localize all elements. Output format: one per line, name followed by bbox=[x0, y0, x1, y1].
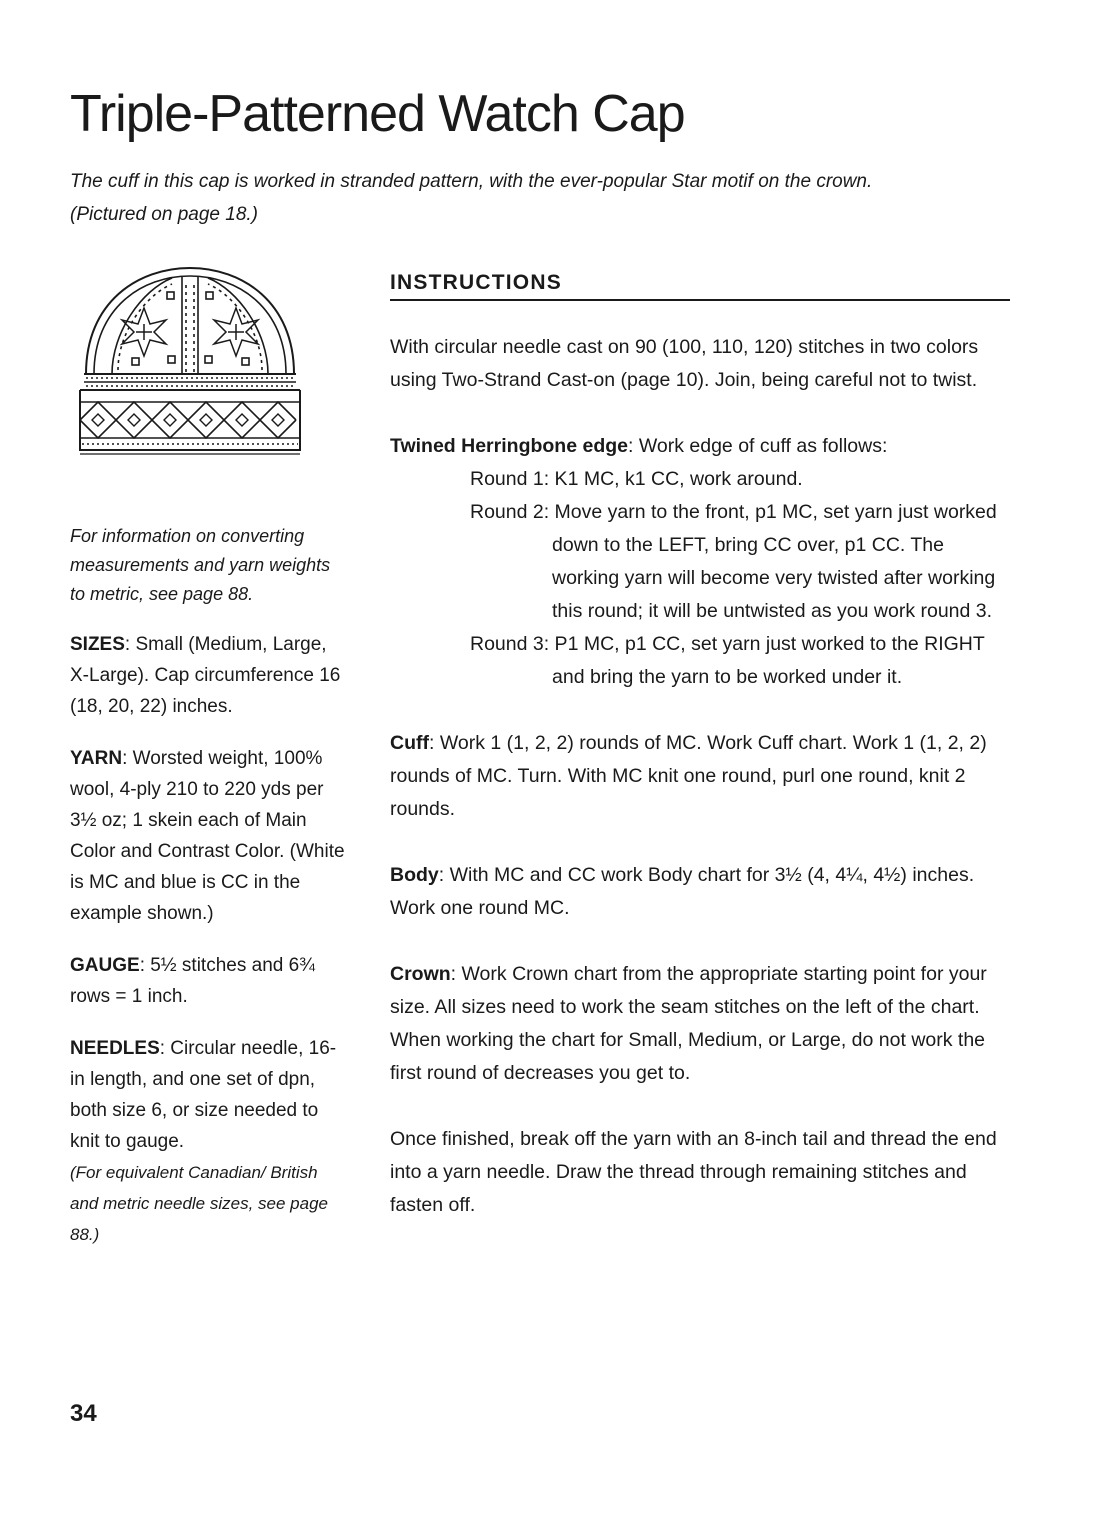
cuff-paragraph bbox=[390, 727, 1010, 826]
sizes-label: SIZES bbox=[70, 634, 125, 655]
watch-cap-illustration bbox=[72, 262, 308, 464]
herringbone-section bbox=[390, 430, 1010, 694]
sidebar bbox=[70, 522, 345, 1271]
crown-text: : Work Crown chart from the appropriate starting point for your size. All sizes need to work the seam stitches on the left of the chart. When working the chart for Small, Medium, or Large, do not work the first round of decreases you get to. bbox=[390, 963, 987, 1084]
finish-paragraph: Once finished, break off the yarn with an 8-inch tail and thread the end into a yarn needle. Draw the thread through remaining stitches and fasten off. bbox=[390, 1128, 997, 1216]
cuff-label: Cuff bbox=[390, 732, 429, 754]
gauge-text: : 5½ stitches and 6¾ rows = 1 inch. bbox=[70, 955, 316, 1007]
body-paragraph bbox=[390, 859, 1010, 925]
yarn-label: YARN bbox=[70, 748, 123, 769]
sizes-spec bbox=[70, 629, 345, 722]
page-number: 34 bbox=[70, 1400, 97, 1427]
instructions-heading: INSTRUCTIONS bbox=[390, 266, 1010, 301]
needles-label: NEEDLES bbox=[70, 1038, 160, 1059]
instructions bbox=[390, 266, 1010, 1255]
round-3: Round 3: P1 MC, p1 CC, set yarn just worked to the RIGHT and bring the yarn to be worked under it. bbox=[470, 633, 985, 688]
cast-on-paragraph: With circular needle cast on 90 (100, 110, 120) stitches in two colors using Two-Strand Cast-on (page 10). Join, being careful not to twist. bbox=[390, 336, 979, 391]
round-1: Round 1: K1 MC, k1 CC, work around. bbox=[470, 468, 803, 490]
herringbone-intro bbox=[390, 430, 1010, 463]
gauge-label: GAUGE bbox=[70, 955, 140, 976]
crown-label: Crown bbox=[390, 963, 451, 985]
needles-text: : Circular needle, 16-in length, and one set of dpn, both size 6, or size needed to knit to gauge. bbox=[70, 1038, 337, 1152]
sizes-text: : Small (Medium, Large, X-Large). Cap circumference 16 (18, 20, 22) inches. bbox=[70, 634, 341, 717]
needles-note: (For equivalent Canadian/ British and metric needle sizes, see page 88.) bbox=[70, 1163, 328, 1244]
herringbone-label: Twined Herringbone edge bbox=[390, 435, 628, 457]
subtitle bbox=[70, 165, 1030, 231]
cuff-text: : Work 1 (1, 2, 2) rounds of MC. Work Cuff chart. Work 1 (1, 2, 2) rounds of MC. Turn. With MC knit one round, purl one round, knit 2 rounds. bbox=[390, 732, 987, 820]
subtitle-line-1: The cuff in this cap is worked in stranded pattern, with the ever-popular Star motif on the crown. bbox=[70, 171, 873, 192]
metric-note: For information on converting measurements and yarn weights to metric, see page 88. bbox=[70, 526, 331, 604]
body-label: Body bbox=[390, 864, 439, 886]
page-title: Triple-Patterned Watch Cap bbox=[70, 85, 685, 143]
body-text: : With MC and CC work Body chart for 3½ (4, 4¼, 4½) inches. Work one round MC. bbox=[390, 864, 975, 919]
needles-spec bbox=[70, 1033, 345, 1250]
subtitle-line-2: (Pictured on page 18.) bbox=[70, 204, 259, 225]
gauge-spec bbox=[70, 950, 345, 1012]
yarn-text: : Worsted weight, 100% wool, 4-ply 210 to 220 yds per 3½ oz; 1 skein each of Main Color and Contrast Color. (White is MC and blue is CC in the example shown.) bbox=[70, 748, 345, 924]
yarn-spec bbox=[70, 743, 345, 929]
crown-paragraph bbox=[390, 958, 1010, 1090]
round-2: Round 2: Move yarn to the front, p1 MC, set yarn just worked down to the LEFT, bring CC over, p1 CC. The working yarn will become very twisted after working this round; it will be untwisted as you work round 3. bbox=[470, 501, 997, 622]
herringbone-text: : Work edge of cuff as follows: bbox=[628, 435, 888, 457]
